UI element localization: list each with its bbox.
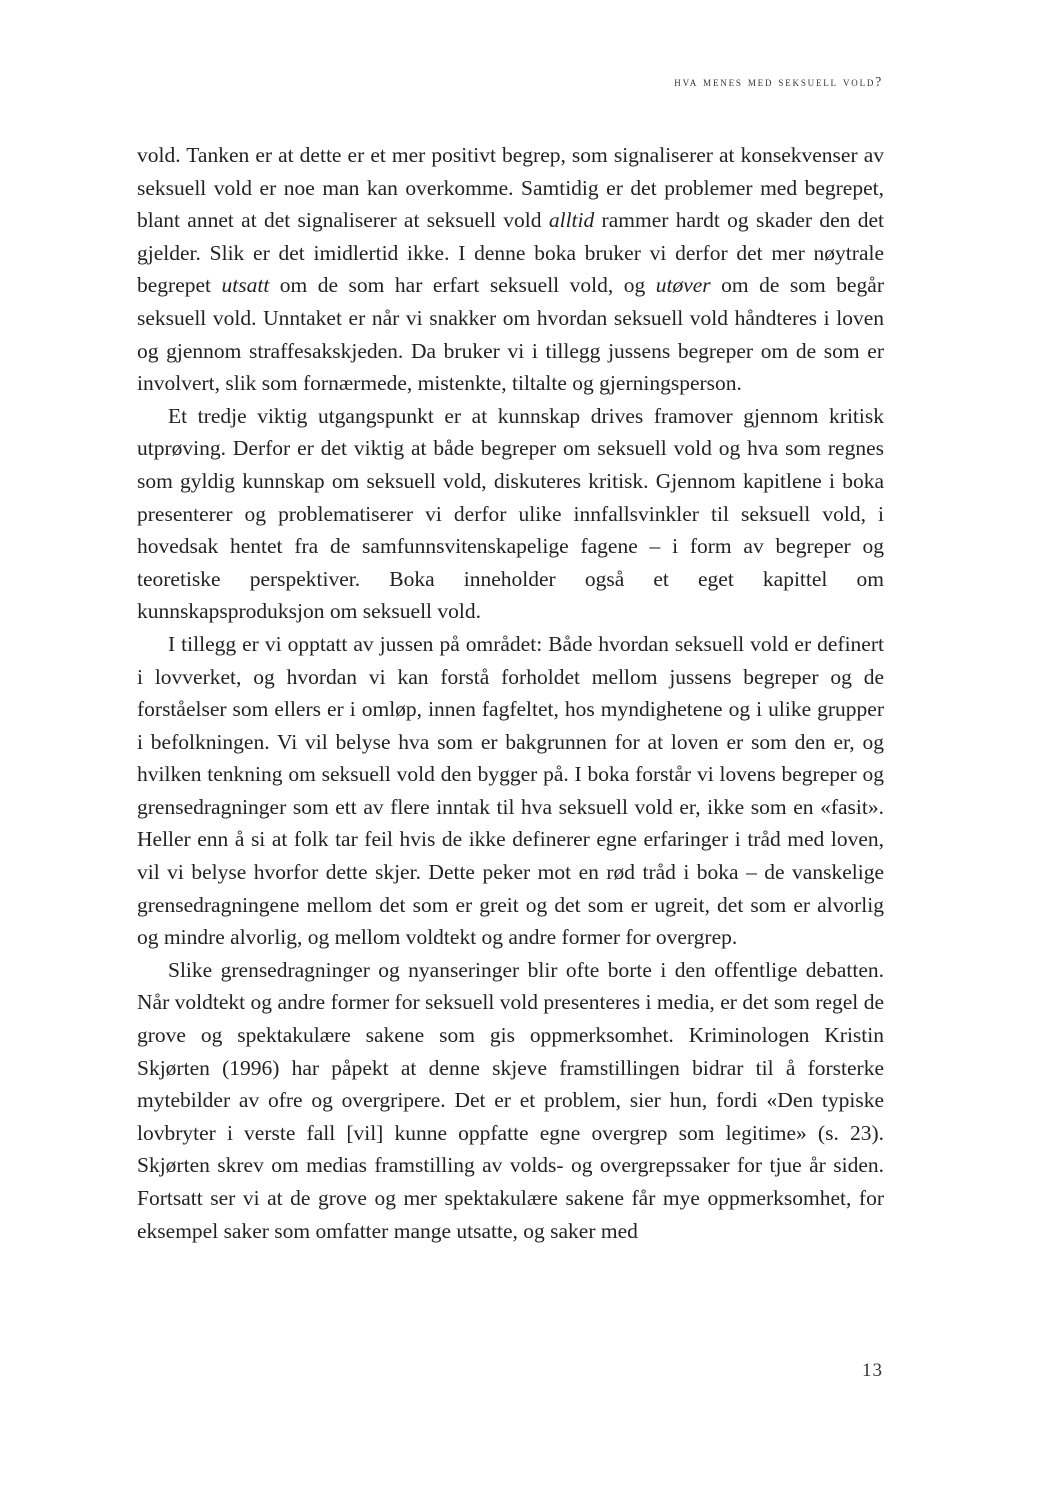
page-number: 13 xyxy=(862,1360,883,1381)
paragraph-3-text: I tillegg er vi opptatt av jussen på området: Både hvordan seksuell vold er definert i lovverket, og hvordan vi kan forstå forholdet mellom jussens begreper og de forståelser som ellers er i omløp, innen fagfeltet, hos myndighetene og i ulike grupper i befolkningen. Vi vil belyse hva som er bakgrunnen for at loven er som den er, og hvilken tenkning om seksuell vold den bygger på. I boka forstår vi lovens begreper og grensedragninger som ett av flere inntak til hva seksuell vold er, ikke som en «fasit». Heller enn å si at folk tar feil hvis de ikke definerer egne erfaringer i tråd med loven, vil vi belyse hvorfor dette skjer. Dette peker mot en rød tråd i boka – de vanskelige grensedragningene mellom det som er greit og det som er ugreit, det som er alvorlig og mindre alvorlig, og mellom voldtekt og andre former for overgrep. xyxy=(137,631,884,950)
paragraph-4-text: Slike grensedragninger og nyanseringer blir ofte borte i den offentlige debatten. Når voldtekt og andre former for seksuell vold presenteres i media, er det som regel de grove og spektakulære sakene som gis oppmerksomhet. Kriminologen Kristin Skjørten (1996) har påpekt at denne skjeve framstillingen bidrar til å forsterke mytebilder av ofre og overgripere. Det er et problem, sier hun, fordi «Den typiske lovbryter i verste fall [vil] kunne oppfatte egne overgrep som legitime» (s. 23). Skjørten skrev om medias framstilling av volds- og overgrepssaker for tjue år siden. Fortsatt ser vi at de grove og mer spektakulære sakene får mye oppmerksomhet, for eksempel saker som omfatter mange utsatte, og saker med xyxy=(137,957,884,1243)
running-head: hva menes med seksuell vold? xyxy=(674,74,883,89)
emphasis-utover: utøver xyxy=(655,273,711,298)
paragraph-2-text: Et tredje viktig utgangspunkt er at kunnskap drives framover gjennom kritisk utprøving. Derfor er det viktig at både begreper om seksuell vold og hva som regnes som gyldig kunnskap om seksuell vold, diskuteres kritisk. Gjennom kapitlene i boka presenterer og problematiserer vi derfor ulike innfallsvinkler til seksuell vold, i hovedsak hentet fra de samfunnsvitenskapelige fagene – i form av begreper og teoretiske perspektiver. Boka inneholder også et eget kapittel om kunnskapsproduksjon om seksuell vold. xyxy=(137,403,884,624)
paragraph-4 xyxy=(137,954,884,1247)
paragraph-2 xyxy=(137,400,884,628)
paragraph-1-text-3: om de som har erfart seksuell vold, og xyxy=(269,273,656,298)
paragraph-1-text-1: vold. Tanken er at dette er et mer positivt begrep, som signaliserer at konsekvenser av seksuell vold er noe man kan overkomme. Samtidig er det problemer med begrepet, blant annet at det signaliserer at seksuell vold xyxy=(137,143,884,233)
paragraph-1-text-4: om de som begår seksuell vold. Unntaket er når vi snakker om hvordan seksuell vold håndteres i loven og gjennom straffesakskjeden. Da bruker vi i tillegg jussens begreper om de som er involvert, slik som fornærmede, mistenkte, tiltalte og gjerningsperson. xyxy=(137,273,885,396)
emphasis-utsatt: utsatt xyxy=(221,273,270,298)
paragraph-1 xyxy=(137,139,884,400)
emphasis-alltid: alltid xyxy=(548,208,595,233)
paragraph-1-text-2: rammer hardt og skader den det gjelder. Slik er det imidlertid ikke. I denne boka bruker vi derfor det mer nøytrale begrepet xyxy=(137,208,884,298)
paragraph-3 xyxy=(137,628,884,954)
body-text xyxy=(137,139,884,1247)
